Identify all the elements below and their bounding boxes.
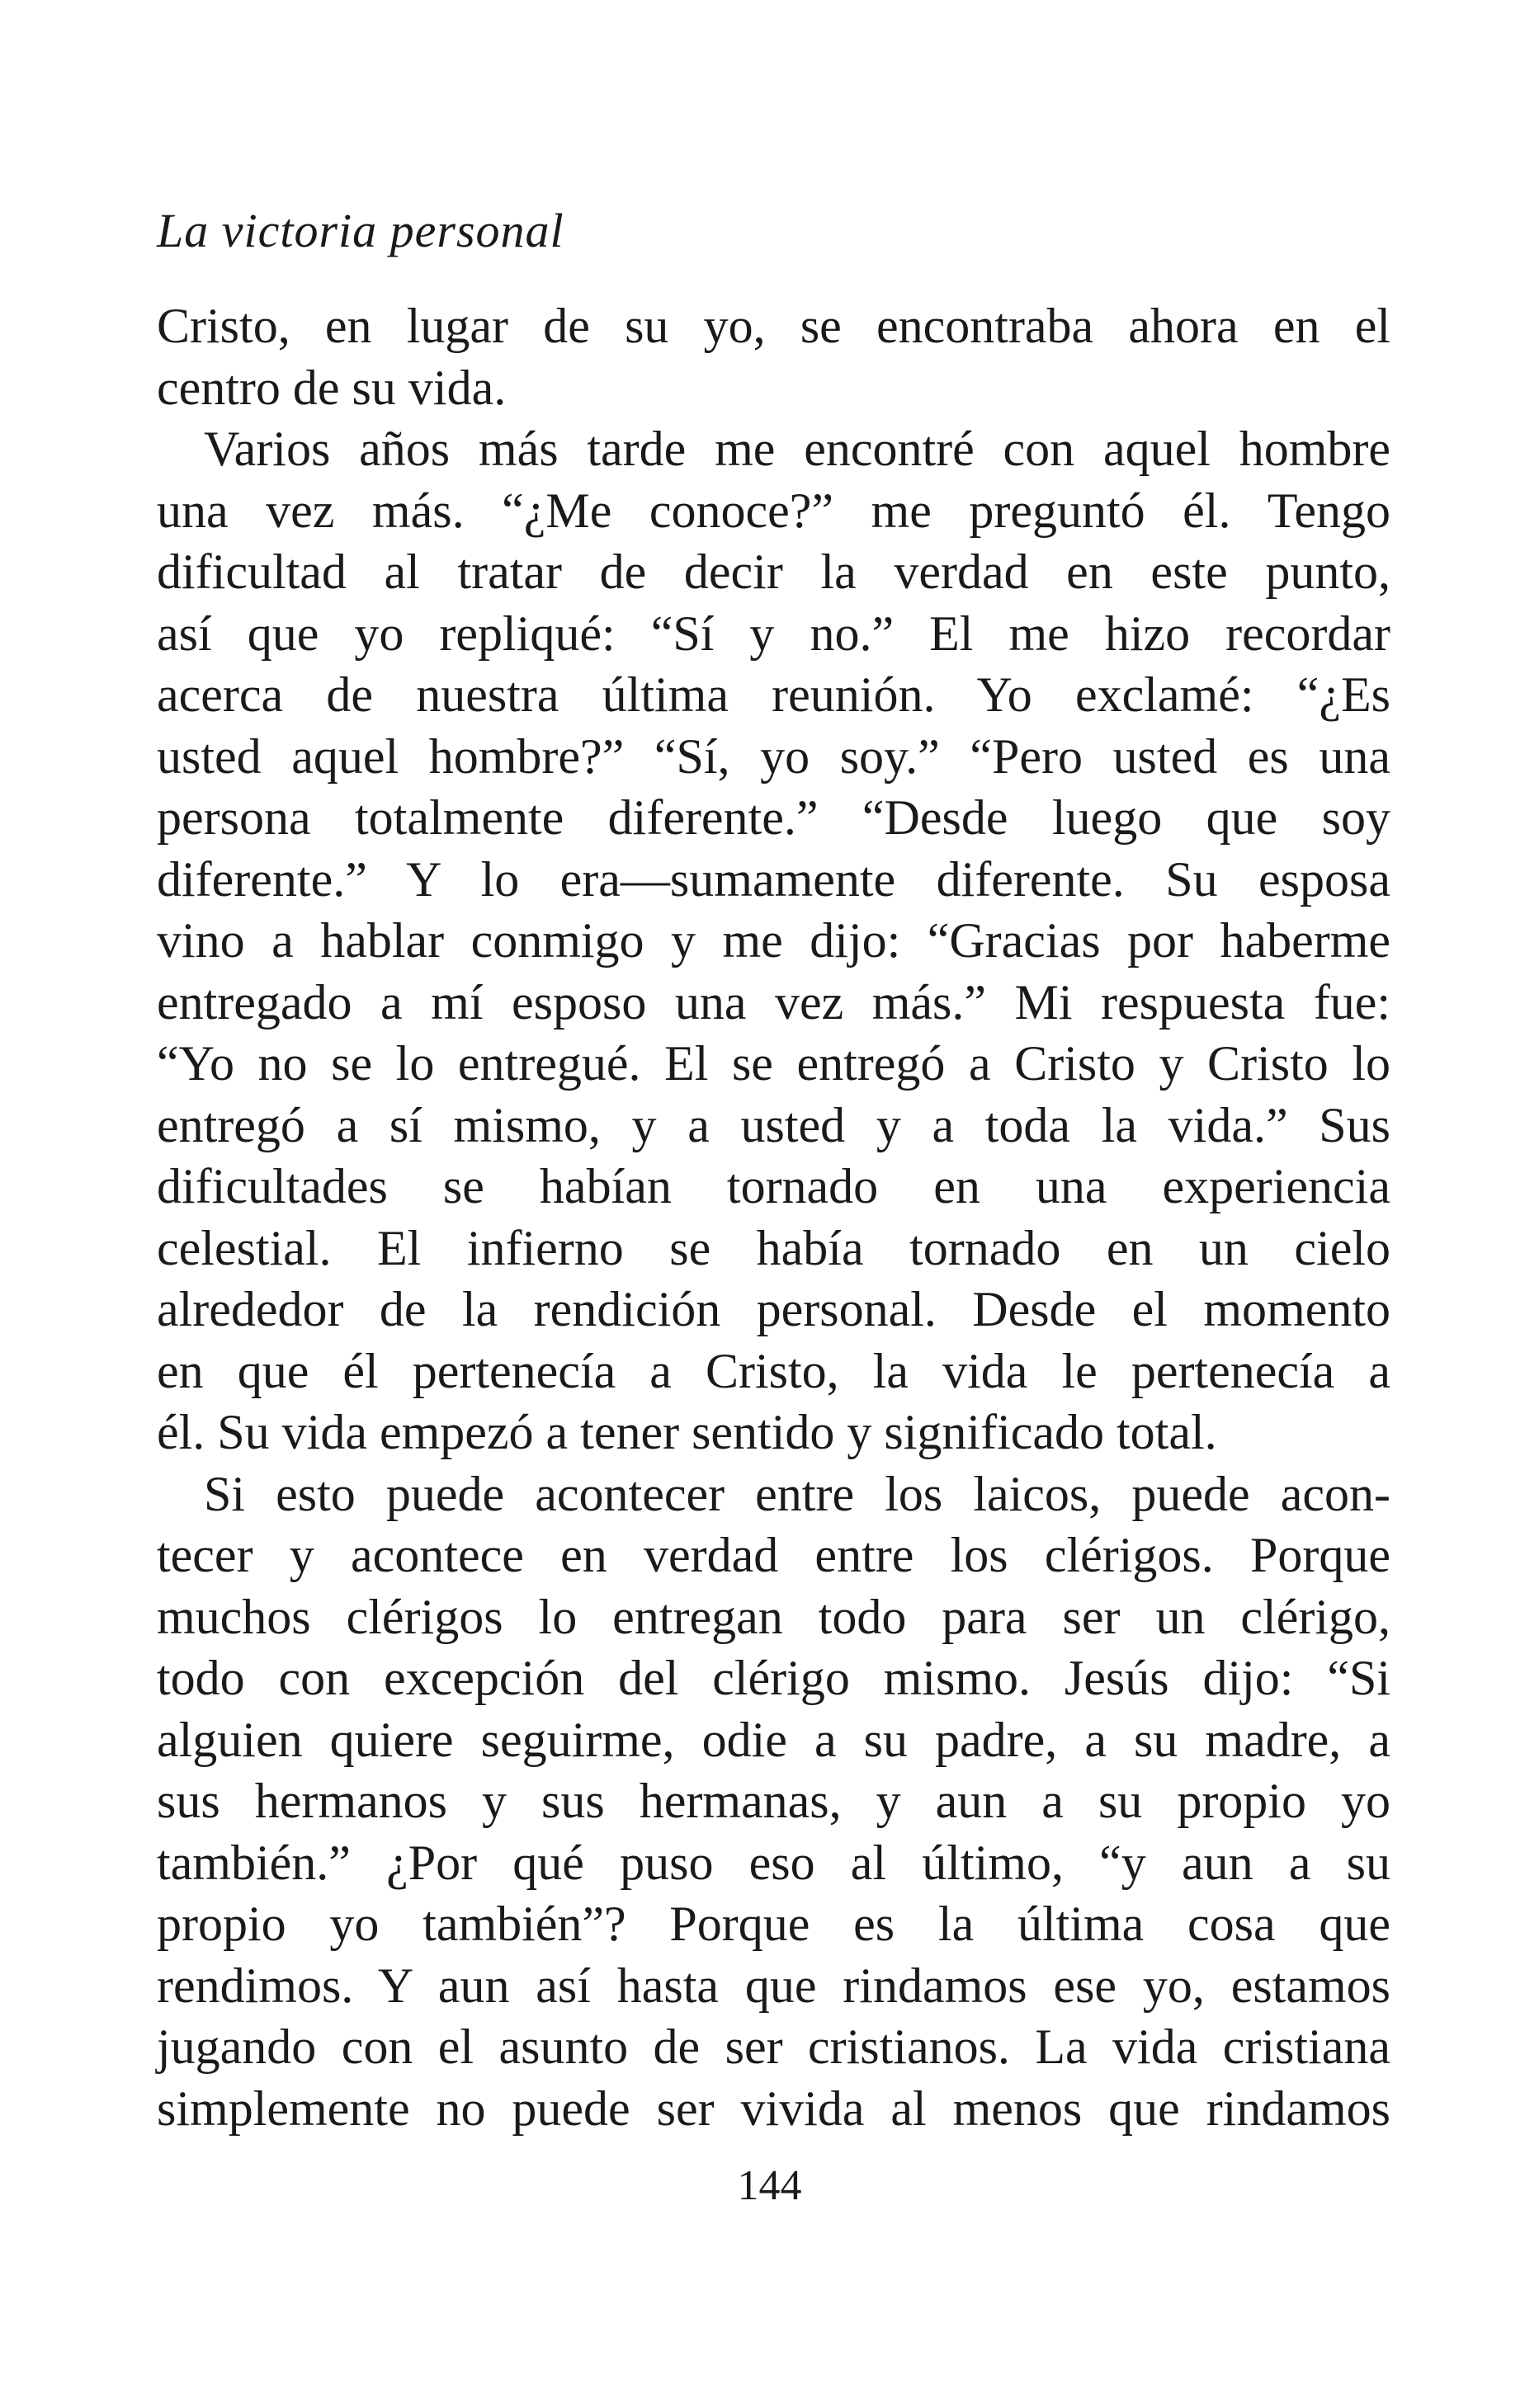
text-line: Varios años más tarde me encontré con aquel hombre: [204, 422, 1390, 476]
text-line: simplemente no puede ser vivida al menos que rindamos: [157, 2080, 1390, 2136]
text-line: vino a hablar conmigo y me dijo: “Gracias por haberme: [157, 913, 1390, 968]
text-line: Cristo, en lugar de su yo, se encontraba ahora en el: [157, 299, 1390, 353]
text-line: jugando con el asunto de ser cristianos. La vida cristiana: [157, 2019, 1390, 2074]
text-line: “Yo no se lo entregué. El se entregó a Cristo y Cristo lo: [157, 1036, 1390, 1091]
text-line: dificultad al tratar de decir la verdad en este punto,: [157, 544, 1390, 599]
text-line: alguien quiere seguirme, odie a su padre, a su madre, a: [157, 1712, 1390, 1767]
running-head: La victoria personal: [157, 204, 564, 257]
text-line: tecer y acontece en verdad entre los clérigos. Porque: [157, 1528, 1390, 1582]
text-line: él. Su vida empezó a tener sentido y significado total.: [157, 1405, 1217, 1459]
page-number: 144: [737, 2162, 802, 2209]
text-line: entregó a sí mismo, y a usted y a toda la vida.” Sus: [157, 1097, 1390, 1152]
text-line: también.” ¿Por qué puso eso al último, “y aun a su: [157, 1835, 1390, 1890]
text-line: dificultades se habían tornado en una experiencia: [157, 1159, 1390, 1213]
text-line: persona totalmente diferente.” “Desde luego que soy: [157, 790, 1390, 845]
text-line: sus hermanos y sus hermanas, y aun a su propio yo: [157, 1774, 1390, 1828]
body-text: [157, 295, 1390, 2139]
text-line: usted aquel hombre?” “Sí, yo soy.” “Pero usted es una: [157, 728, 1390, 784]
text-line: muchos clérigos lo entregan todo para ser un clérigo,: [157, 1589, 1390, 1644]
text-line: diferente.” Y lo era—sumamente diferente. Su esposa: [157, 851, 1390, 907]
text-line: propio yo también”? Porque es la última cosa que: [157, 1897, 1390, 1951]
text-line: centro de su vida.: [157, 360, 507, 415]
text-line: acerca de nuestra última reunión. Yo exclamé: “¿Es: [157, 667, 1390, 722]
text-line: en que él pertenecía a Cristo, la vida le pertenecía a: [157, 1343, 1390, 1398]
text-line: así que yo repliqué: “Sí y no.” El me hizo recordar: [157, 606, 1390, 661]
text-line: todo con excepción del clérigo mismo. Jesús dijo: “Si: [157, 1651, 1390, 1705]
text-line: entregado a mí esposo una vez más.” Mi respuesta fue:: [157, 974, 1390, 1030]
text-line: una vez más. “¿Me conoce?” me preguntó él. Tengo: [157, 483, 1390, 538]
text-line: rendimos. Y aun así hasta que rindamos ese yo, estamos: [157, 1958, 1390, 2013]
text-line: celestial. El infierno se había tornado en un cielo: [157, 1220, 1390, 1275]
text-line: alrededor de la rendición personal. Desde el momento: [157, 1282, 1390, 1336]
text-line: Si esto puede acontecer entre los laicos, puede acon-: [204, 1466, 1390, 1521]
